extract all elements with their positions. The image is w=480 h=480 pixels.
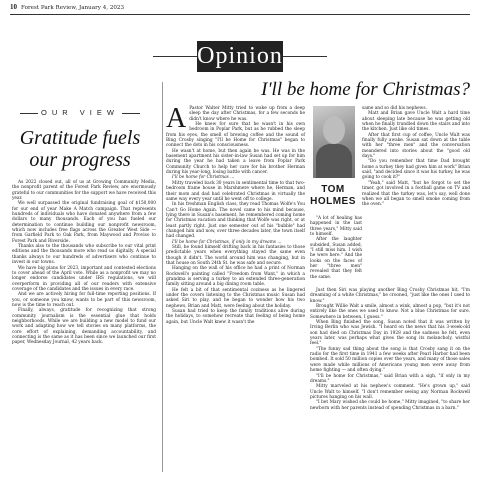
header-rule xyxy=(10,14,470,15)
paragraph: Brought Willie Walt a smile, almost a wink, almost a pop, "but it's not entirely like the ones we used to know. Not a blue Christmas for sure. Somewhere in between, I guess." xyxy=(310,304,470,320)
paragraph: When Bing finished the song, Susan noted that it was written by Irving Berlin who was Jewish. "I heard on the news that his 3-week-old son had died on Christmas Day in 1928 and the sadness he felt, even years later, was perhaps what gives the song its melancholy, wistful feel." xyxy=(310,320,470,347)
paragraph: "A lot of healing has happened in the last three years," Mitty said to himself. xyxy=(310,216,362,238)
paragraph: We well surpassed the original fundraising goal of $150,000 for our end of year Make A Match campaign. That represents hundreds of individuals who have donated anywhere from a few dollars to many thousands. Each of you has fueled our determination to continue building our nonprofit newsroom, which now includes free flags across the Greater West Side — from Garfield Park to Oak Park, from Maywood and Proviso to Forest Park and Riverside. xyxy=(12,201,156,244)
column-text-2 xyxy=(362,106,470,208)
paragraph: Hanging on the wall of his office he had a print of Norman Rockwell's painting called "Freedom from Want," in which a grandma is serving a turkey to an extended three-generation family sitting around a big dining room table. xyxy=(166,266,305,288)
page-header xyxy=(10,3,124,11)
paragraph: "I'll be home for Christmas," said Brian with a sigh, "if only in my dreams." xyxy=(310,373,470,384)
editorial-body xyxy=(12,180,156,346)
paragraph: Mitty marveled at his nephew's comment. "He's grown up," said Uncle Walt to himself. "I don't remember seeing any Norman Rockwell pictures hanging on his wall. xyxy=(310,384,470,400)
paragraph: After that first cup of coffee, Uncle Walt was finally fully awake. Susan sat down at the table with her "three men" and the conversation meandered into stories about the "good old days." xyxy=(362,132,470,160)
column-text-4 xyxy=(310,288,470,411)
label-rule-right xyxy=(122,113,140,114)
label-rule-left xyxy=(20,113,38,114)
paragraph: Susan had tried to keep the family traditions alive during the holidays, to somehow recreate that feeling of being home again, but Uncle Walt knew it wasn't the xyxy=(166,309,305,325)
author-portrait-icon xyxy=(323,116,345,144)
paragraph: We have big plans for 2023, important and contested elections to cover ahead of the April vote. While as a nonprofit we may no longer endorse candidates under IRS regulations, we will overperform in providing all of our readers with extensive coverage of the candidates and the issues in every race. xyxy=(12,265,156,292)
paragraph: Matt and Brian gave Uncle Walt a hard time about sleeping late because he was getting old when he finally trundled down the stairs and into the kitchen. Just like old times. xyxy=(362,111,470,133)
author-byline: TOM HOLMES xyxy=(310,184,356,207)
drop-cap: A xyxy=(166,103,187,134)
page-number: 10 xyxy=(10,3,17,11)
paragraph: He wasn't at home, but then again he was. He was in the basement apartment his sister-in-law Susan had set up for him during the year he had taken a leave from Poplar Park Community Church to help her care for his brother Herman during his year-long, losing battle with cancer. xyxy=(166,148,305,176)
paragraph: He felt a bit of that sentimental coziness as he lingered under the covers listening to the Christmas music Susan had asked Siri to play, and he began to wonder how his two nephews, Brian and Matt, were feeling about the holiday. xyxy=(166,287,305,309)
paragraph: After the laughter subsided, Susan added, "I still miss him. I wish he were here." And the looks on the faces of her "three men" revealed that they felt the same. xyxy=(310,237,362,280)
editorial-headline: Gratitude fuels our progress xyxy=(19,127,141,171)
author-photo xyxy=(313,106,355,178)
paragraph: And we are actively hiring for full-time reporting positions. If you, or someone you know, wants to be part of this newsroom, now is the time to reach out. xyxy=(12,292,156,308)
author-portrait-body xyxy=(316,144,352,178)
our-view-label xyxy=(0,108,160,117)
paragraph: As 2022 closed out, all of us at Growing Community Media, the nonprofit parent of the Forest Park Review, are enormously grateful to our communities for the support we have received this year. xyxy=(12,180,156,202)
paragraph: I'll be home for Christmas ... xyxy=(172,175,235,181)
paragraph: Pastor Walter Mitty tried to wake up from a deep sleep the day after Christmas, for a few seconds he didn't know where he was. xyxy=(189,106,305,122)
paragraph: "Yeah," said Matt, "but he forgot to set the timer, got involved in a football game on TV and realized that the turkey was, let's say, well done when we all began to smell smoke coming from the oven." xyxy=(362,180,470,208)
column-text-1 xyxy=(166,103,305,325)
paragraph: I'll be home for Christmas, if only in my dreams ... xyxy=(172,239,282,245)
section-label: Opinion xyxy=(197,41,283,72)
paragraph: Thanks also to the thousands who subscribe to our vital print editions and the thousands more who read us digitally. A special thanks always to our hundreds of advertisers who continue to invest in our towns. xyxy=(12,244,156,266)
paragraph: Still, he found himself drifting back in his fantasies to those predictable years when everything stayed the same even though it didn't. The world around him was changing, but in that house on South 24th St. he was safe and secure. xyxy=(166,244,305,266)
paragraph: He knew for sure that he wasn't in his own bedroom in Poplar Park, but as he rubbed the sleep from his eyes, the smell of brewing coffee and the sound of Bing Crosby singing "I'll be Home for Christmas" began to connect the dots in his consciousness. xyxy=(166,122,305,149)
column-divider xyxy=(162,82,163,472)
paragraph: Just then Siri was playing another Bing Crosby Christmas hit, "I'm dreaming of a white Christmas," he crooned, "just like the ones I used to know." xyxy=(310,288,470,304)
paragraph: "The funny sad thing about the song is that Crosby sang it on the radio for the first time in 1941 a few weeks after Pearl Harbor had been bombed. It sold 50 million copies over the years, and many of those sales were made while millions of Americans young men were away from home fighting — and often dying." xyxy=(310,346,470,374)
column-text-3 xyxy=(310,216,362,280)
paragraph: Mitty traveled back 30 years in sentimental time to that two-bedroom frame house in Marshmere where he, Herman, and their mom and dad had celebrated Christmas in virtually the same way every year until he went off to college. xyxy=(166,180,305,202)
publication-line: Forest Park Review, January 4, 2023 xyxy=(21,5,125,11)
column-headline: I'll be home for Christmas? xyxy=(261,79,470,100)
our-view-text: OUR VIEW xyxy=(41,108,119,117)
paragraph: same and so did his nephews. xyxy=(362,106,427,111)
paragraph: In his freshman English class, they read Thomas Wolfe's You Can't Go Home Again. The novel came to his mind because, lying there in Susan's basement, he remembered coming home for Christmas vacation and thinking that Wolfe was right, or at least partly right. Just one semester out of his "bubble" had changed him and now, over three decades later, the town itself had changed. xyxy=(166,202,305,240)
paragraph: "I bet Mary wished she could be home," Mitty imagined, "to share her newborn with her parents instead of spending Christmas in a barn." xyxy=(310,400,470,411)
paragraph: Finally, always, gratitude for recognizing that strong community journalism is the essential glue that holds neighborhoods. While we are building a new model to fund our work and adapting how we tell stories on many platforms, the core effort of explaining, demanding accountability, and connecting is the same as it has been since we launched our first paper, Wednesday Journal, 42 years back. xyxy=(12,308,156,346)
section-banner xyxy=(153,39,327,74)
paragraph: "Do you remember that time Dad brought home a turkey they had given him at work" Brian said, "and decided since it was his turkey, he was going to cook it?" xyxy=(362,159,470,181)
